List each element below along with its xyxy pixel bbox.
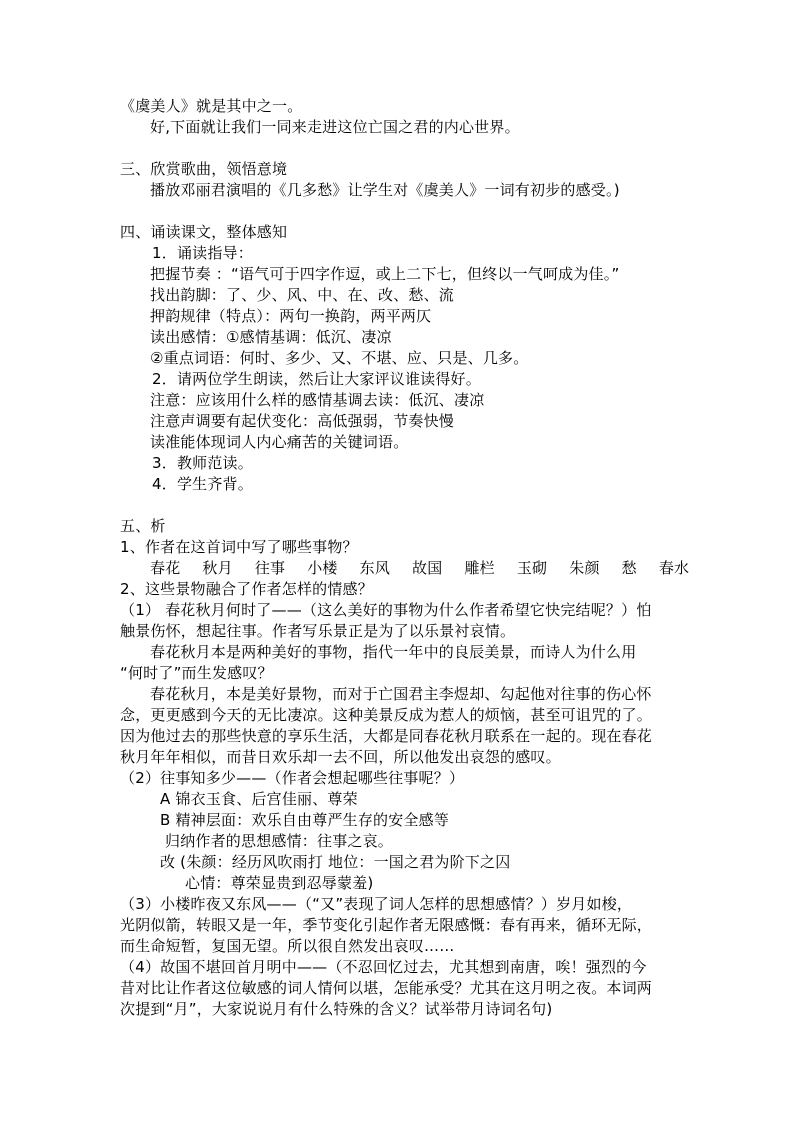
text-line: 念，更更感到今天的无比凄凉。这种美景反成为惹人的烦恼，甚至可诅咒的了。: [120, 706, 653, 724]
text-line: 归纳作者的思想感情：往事之哀。: [165, 832, 394, 850]
text-line: 触景伤怀，想起往事。作者写乐景正是为了以乐景衬哀情。: [120, 622, 516, 640]
section-heading: 五、析: [120, 517, 166, 535]
text-line: 播放邓丽君演唱的《几多愁》让学生对《虞美人》一词有初步的感受。): [150, 181, 620, 199]
thing-item: 雕栏: [464, 559, 495, 577]
thing-item: 往事: [254, 559, 286, 577]
text-line: B 精神层面：欢乐自由尊严生存的安全感等: [160, 811, 450, 829]
text-line: 因为他过去的那些快意的享乐生活，大都是同春花秋月联系在一起的。现在春花: [120, 727, 653, 745]
thing-item: 小楼: [307, 559, 338, 577]
things-list: [150, 558, 711, 578]
thing-item: 朱颜: [569, 559, 600, 577]
text-line: 光阴似箭，转眼又是一年，季节变化引起作者无限感慨：春有再来，循环无际，: [120, 916, 653, 934]
thing-item: 秋月: [202, 559, 233, 577]
text-line: 1、作者在这首词中写了哪些事物？: [120, 538, 358, 556]
text-line: 读出感情：①感情基调：低沉、凄凉: [150, 328, 392, 346]
text-line: （2）往事知多少——（作者会想起哪些往事呢？）: [120, 769, 465, 787]
thing-item: 故国: [412, 559, 443, 577]
thing-item: 愁: [621, 559, 637, 577]
text-line: 2．请两位学生朗读，然后让大家评议谁读得好。: [152, 370, 481, 388]
text-line: 秋月年年相似，而昔日欢乐却一去不回，所以他发出哀怨的感叹。: [120, 748, 561, 766]
text-line: 春花秋月，本是美好景物，而对于亡国君主李煜却、勾起他对往事的伤心怀: [150, 685, 652, 703]
text-line: 读准能体现词人内心痛苦的关键词语。: [150, 433, 409, 451]
text-line: 押韵规律（特点）：两句一换韵，两平两仄: [150, 307, 432, 325]
thing-item: 玉砌: [516, 559, 548, 577]
text-line: A 锦衣玉食、后宫佳丽、尊荣: [160, 790, 358, 808]
text-line: 4．学生齐背。: [152, 475, 253, 493]
text-line: 昔对比让作者这位敏感的词人情何以堪，怎能承受？尤其在这月明之夜。本词两: [120, 979, 653, 997]
text-line: 把握节奏 ：“语气可于四字作逗，或上二下七，但终以一气呵成为佳。”: [150, 265, 620, 283]
text-line: 心情：尊荣显贵到忍辱蒙羞): [185, 874, 374, 892]
text-line: 好,下面就让我们一同来走进这位亡国之君的内心世界。: [150, 118, 520, 136]
text-line: 春花秋月本是两种美好的事物，指代一年中的良辰美景，而诗人为什么用: [150, 643, 637, 661]
text-line: 注意：应该用什么样的感情基调去读：低沉、凄凉: [150, 391, 485, 409]
text-line: 2、这些景物融合了作者怎样的情感？: [120, 580, 373, 598]
thing-item: 东风: [359, 559, 391, 577]
text-line: 改 (朱颜：经历风吹雨打 地位：一国之君为阶下之囚: [160, 853, 511, 871]
text-line: “何时了”而生发感叹？: [120, 664, 273, 682]
thing-item: 春水: [658, 559, 690, 577]
text-line: 《虞美人》就是其中之一。: [120, 97, 303, 115]
text-line: 注意声调要有起伏变化：高低强弱，节奏快慢: [150, 412, 455, 430]
text-line: 3．教师范读。: [152, 454, 253, 472]
text-line: （1） 春花秋月何时了——（这么美好的事物为什么作者希望它快完结呢？）怕: [120, 601, 652, 619]
text-line: 找出韵脚：了、少、风、中、在、改、愁、流: [150, 286, 455, 304]
section-heading: 四、诵读课文，整体感知: [120, 223, 288, 241]
text-line: （3）小楼昨夜又东风——（“又”表现了词人怎样的思想感情？）岁月如梭，: [120, 895, 633, 913]
text-line: 1．诵读指导：: [152, 244, 253, 262]
text-line: （4）故国不堪回首月明中——（不忍回忆过去，尤其想到南唐，唉！强烈的今: [120, 958, 647, 976]
text-line: ②重点词语：何时、多少、又、不堪、应、只是、几多。: [150, 349, 529, 367]
section-heading: 三、欣赏歌曲，领悟意境: [120, 160, 288, 178]
text-line: 而生命短暂，复国无望。所以很自然发出哀叹……: [120, 937, 455, 955]
thing-item: 春花: [150, 559, 181, 577]
text-line: 次提到“月”，大家说说月有什么特殊的含义？试举带月诗词名句): [120, 1000, 553, 1018]
